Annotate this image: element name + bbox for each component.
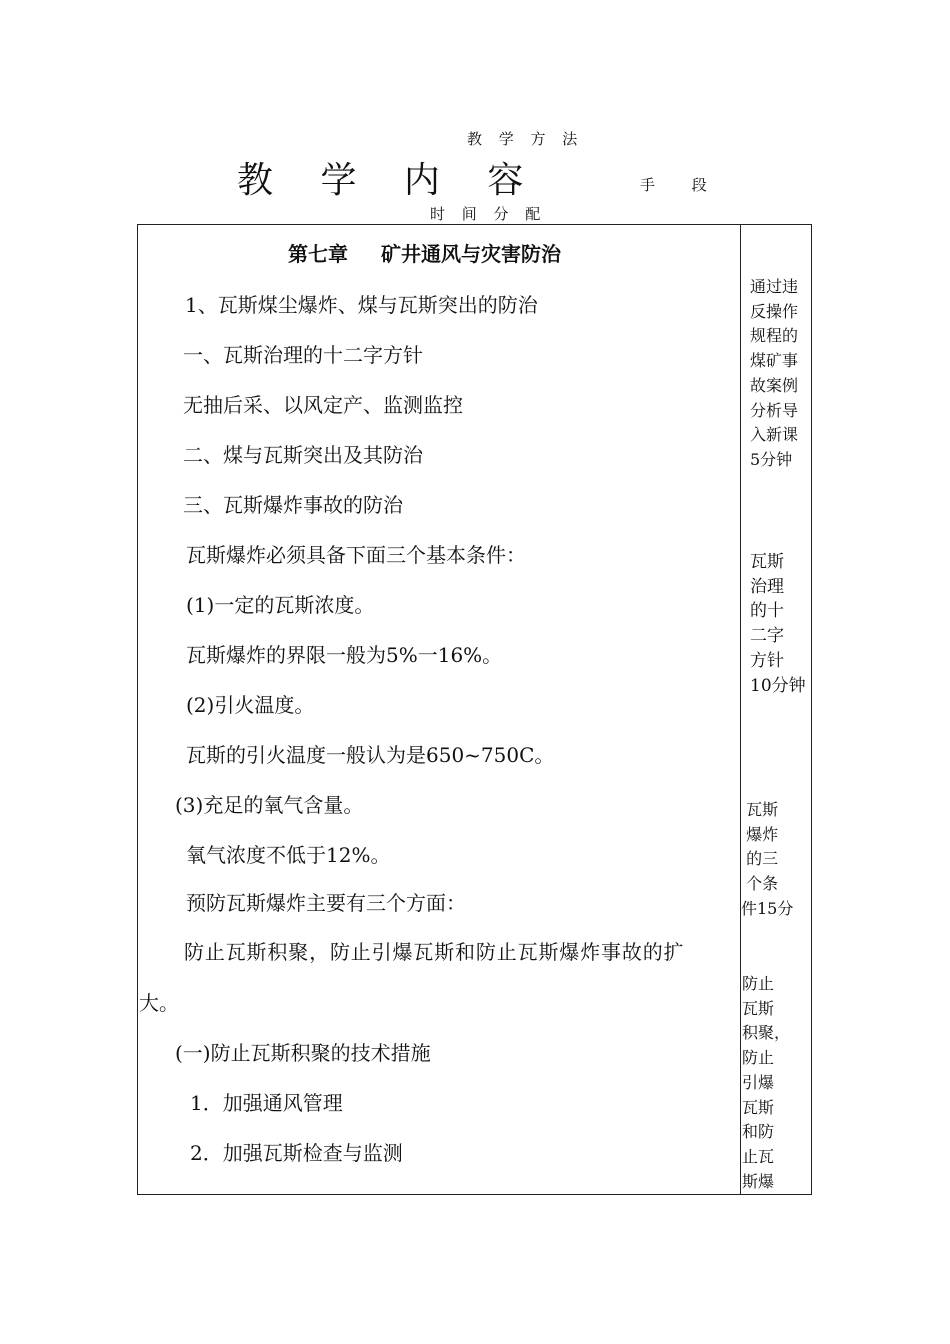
body-line: 2．加强瓦斯检查与监测: [190, 1141, 403, 1165]
body-line: (一)防止瓦斯积聚的技术措施: [175, 1041, 431, 1065]
body-line: (3)充足的氧气含量。: [175, 793, 364, 817]
header-means: 手 段: [640, 176, 707, 194]
side-note-policy: 瓦斯 治理 的十 二字 方针 10分钟: [750, 552, 806, 696]
body-line: (1)一定的瓦斯浓度。: [186, 593, 375, 617]
side-note-prevention: 防止 瓦斯 积聚， 防止 引爆 瓦斯 和防 止瓦 斯爆: [742, 974, 791, 1191]
chapter-title: 第七章 矿井通风与灾害防治: [288, 242, 561, 266]
body-line: 二、煤与瓦斯突出及其防治: [183, 443, 423, 467]
body-line: 大。: [139, 991, 179, 1015]
side-note-intro: 通过违 反操作 规程的 煤矿事 故案例 分析导 入新课 5分钟: [750, 277, 799, 469]
side-note-conditions: 瓦斯 爆炸 的三 个条 件15分: [741, 800, 794, 918]
header-teaching-method: 教 学 方 法: [467, 130, 584, 148]
body-line: 无抽后采、以风定产、监测监控: [183, 393, 463, 417]
body-line: 预防瓦斯爆炸主要有三个方面：: [186, 891, 466, 915]
header-time-allocation: 时 间 分 配: [430, 205, 547, 223]
body-line: 一、瓦斯治理的十二字方针: [183, 343, 423, 367]
body-line: (2)引火温度。: [186, 693, 315, 717]
body-line: 瓦斯爆炸必须具备下面三个基本条件：: [186, 543, 526, 567]
body-line: 瓦斯的引火温度一般认为是650~750C。: [186, 743, 555, 767]
body-line: 瓦斯爆炸的界限一般为5%一16%。: [186, 643, 503, 667]
body-line: 1、瓦斯煤尘爆炸、煤与瓦斯突出的防治: [185, 293, 538, 317]
body-line: 三、瓦斯爆炸事故的防治: [183, 493, 403, 517]
body-line: 防止瓦斯积聚，防止引爆瓦斯和防止瓦斯爆炸事故的扩: [184, 940, 685, 964]
column-divider: [740, 224, 741, 1195]
body-line: 氧气浓度不低于12%。: [186, 843, 391, 867]
header-teaching-content: 教 学 内 容: [237, 160, 542, 201]
body-line: 1．加强通风管理: [190, 1091, 343, 1115]
